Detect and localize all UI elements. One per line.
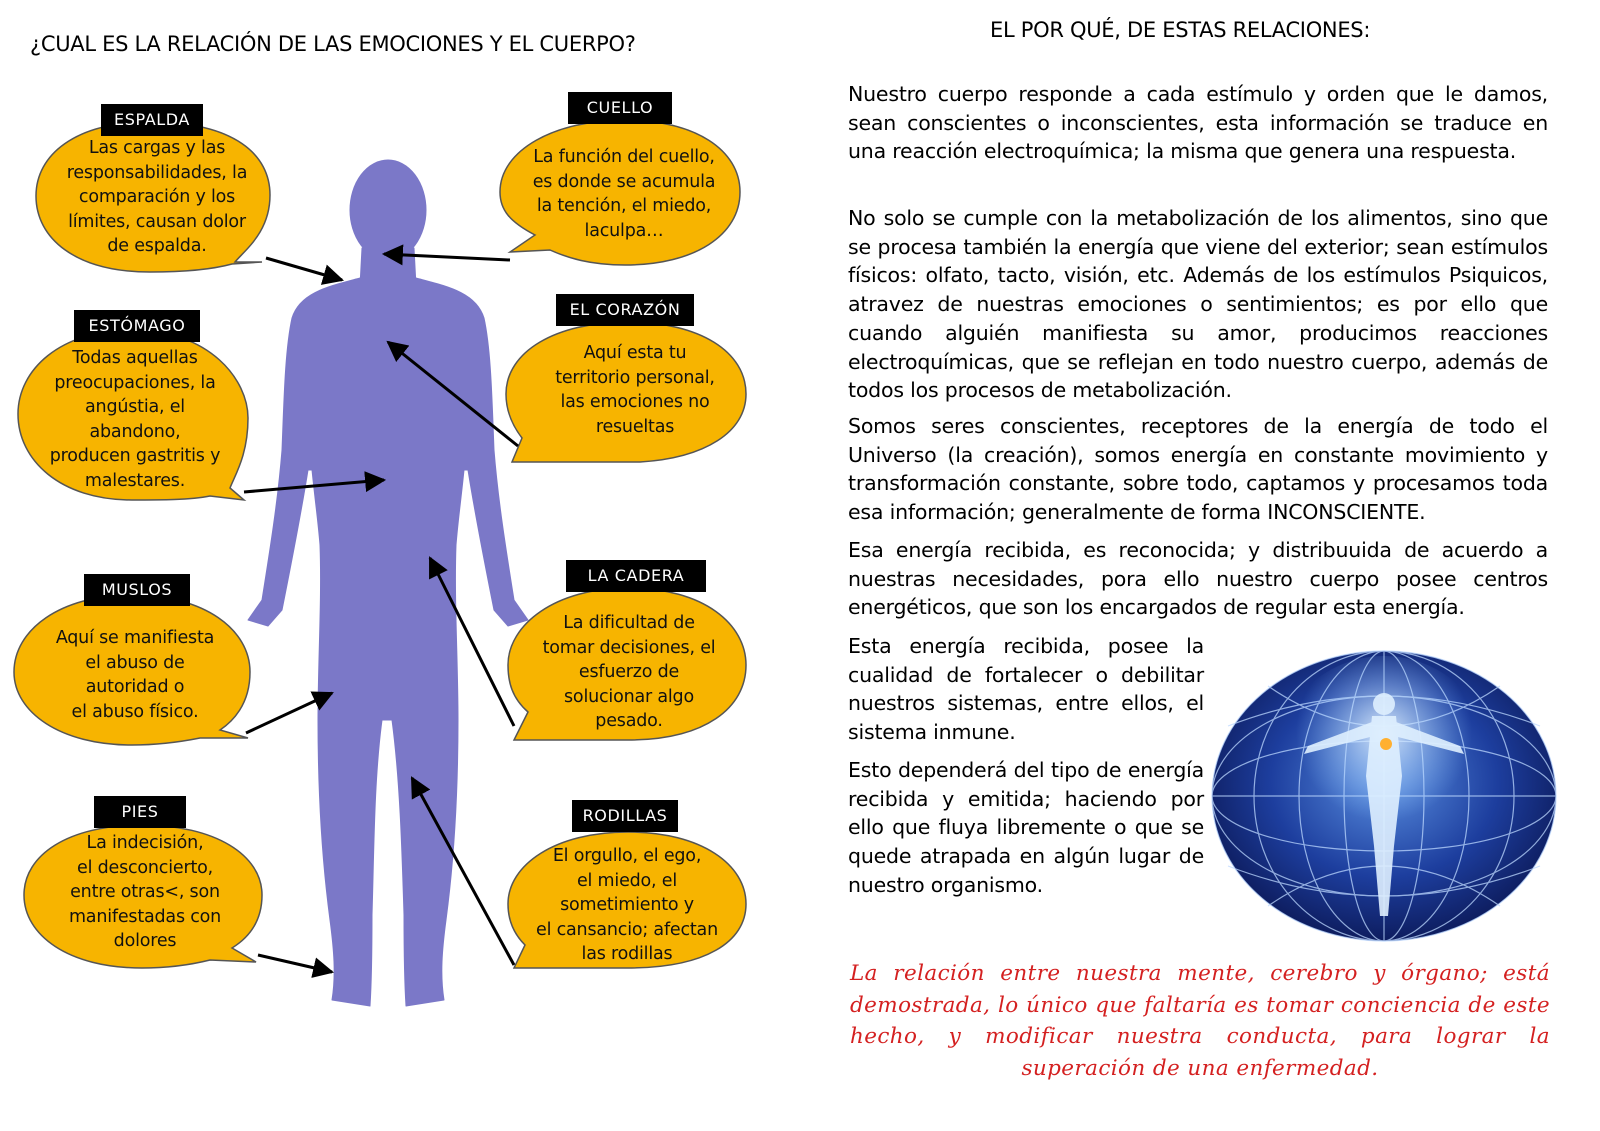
conclusion-quote: La relación entre nuestra mente, cerebro y órgano; está demostrada, lo único que faltaría es tomar conciencia de este hecho, y modificar nuestra conducta, para lograr la superación de una enfermedad. <box>850 961 1550 1081</box>
label-espalda: ESPALDA <box>101 104 203 136</box>
right-title: EL POR QUÉ, DE ESTAS RELACIONES: <box>990 18 1371 42</box>
paragraph-2: No solo se cumple con la metabolización de los alimentos, sino que se procesa también la energía que viene del exterior; sean estímulos físicos: olfato, tacto, visión, etc. Además de los estímulos Psiquicos, atravez de nuestras emociones o sentimientos; es por ello que cuando alguién manifiesta su amor, producimos reacciones electroquímicas, que se reflejan en todo nuestro cuerpo, además de todos los procesos de metabolización. <box>848 206 1548 403</box>
arrow-pies <box>258 955 332 972</box>
energy-globe-human-icon <box>1208 646 1560 944</box>
label-pies: PIES <box>94 796 186 828</box>
paragraph-5: Esta energía recibida, posee la cualidad de fortalecer o debilitar nuestros sistemas, entre ellos, el sistema inmune. <box>848 634 1204 745</box>
paragraph-1: Nuestro cuerpo responde a cada estímulo y orden que le damos, sean conscientes o inconscientes, esta información se traduce en una reacción electroquímica; la misma que genera una respuesta. <box>848 82 1548 164</box>
text-cuello: La función del cuello, es donde se acumula la tención, el miedo, laculpa… <box>532 147 716 241</box>
paragraph-4: Esa energía recibida, es reconocida; y distribuuida de acuerdo a nuestras necesidades, pora ello nuestro cuerpo posee centros energéticos, que son los encargados de regular esta energía. <box>848 538 1548 620</box>
text-espalda: Las cargas y las responsabilidades, la comparación y los límites, causan dolor de espalda. <box>66 138 248 256</box>
paragraph-3: Somos seres conscientes, receptores de la energía de todo el Universo (la creación), somos energía en constante movimiento y transformación constante, sobre todo, captamos y procesamos toda esa información; generalmente de forma INCONSCIENTE. <box>848 414 1548 525</box>
left-title: ¿CUAL ES LA RELACIÓN DE LAS EMOCIONES Y EL CUERPO? <box>30 32 636 56</box>
text-pies: La indecisión, el desconcierto, entre otras<, son manifestadas con dolores <box>68 833 222 951</box>
label-rodillas: RODILLAS <box>572 800 678 832</box>
label-estomago: ESTÓMAGO <box>74 310 200 342</box>
label-muslos: MUSLOS <box>84 574 190 606</box>
paragraph-6: Esto dependerá del tipo de energía recibida y emitida; haciendo por ello que fluya libremente o que se quede atrapada en algún lugar de nuestro organismo. <box>848 758 1204 897</box>
text-corazon: Aquí esta tu territorio personal, las emociones no resueltas <box>555 343 715 437</box>
label-cuello: CUELLO <box>568 92 672 124</box>
text-cadera: La dificultad de tomar decisiones, el esfuerzo de solucionar algo pesado. <box>542 613 716 731</box>
label-cadera: LA CADERA <box>566 560 706 592</box>
text-muslos: Aquí se manifiesta el abuso de autoridad o el abuso físico. <box>55 628 215 722</box>
label-corazon: EL CORAZÓN <box>556 294 694 326</box>
text-rodillas: El orgullo, el ego, el miedo, el sometimiento y el cansancio; afectan las rodillas <box>536 846 718 964</box>
arrow-espalda <box>266 258 342 280</box>
text-estomago: Todas aquellas preocupaciones, la angústia, el abandono, producen gastritis y malestares. <box>49 348 221 491</box>
human-body-silhouette-icon <box>248 160 528 1006</box>
